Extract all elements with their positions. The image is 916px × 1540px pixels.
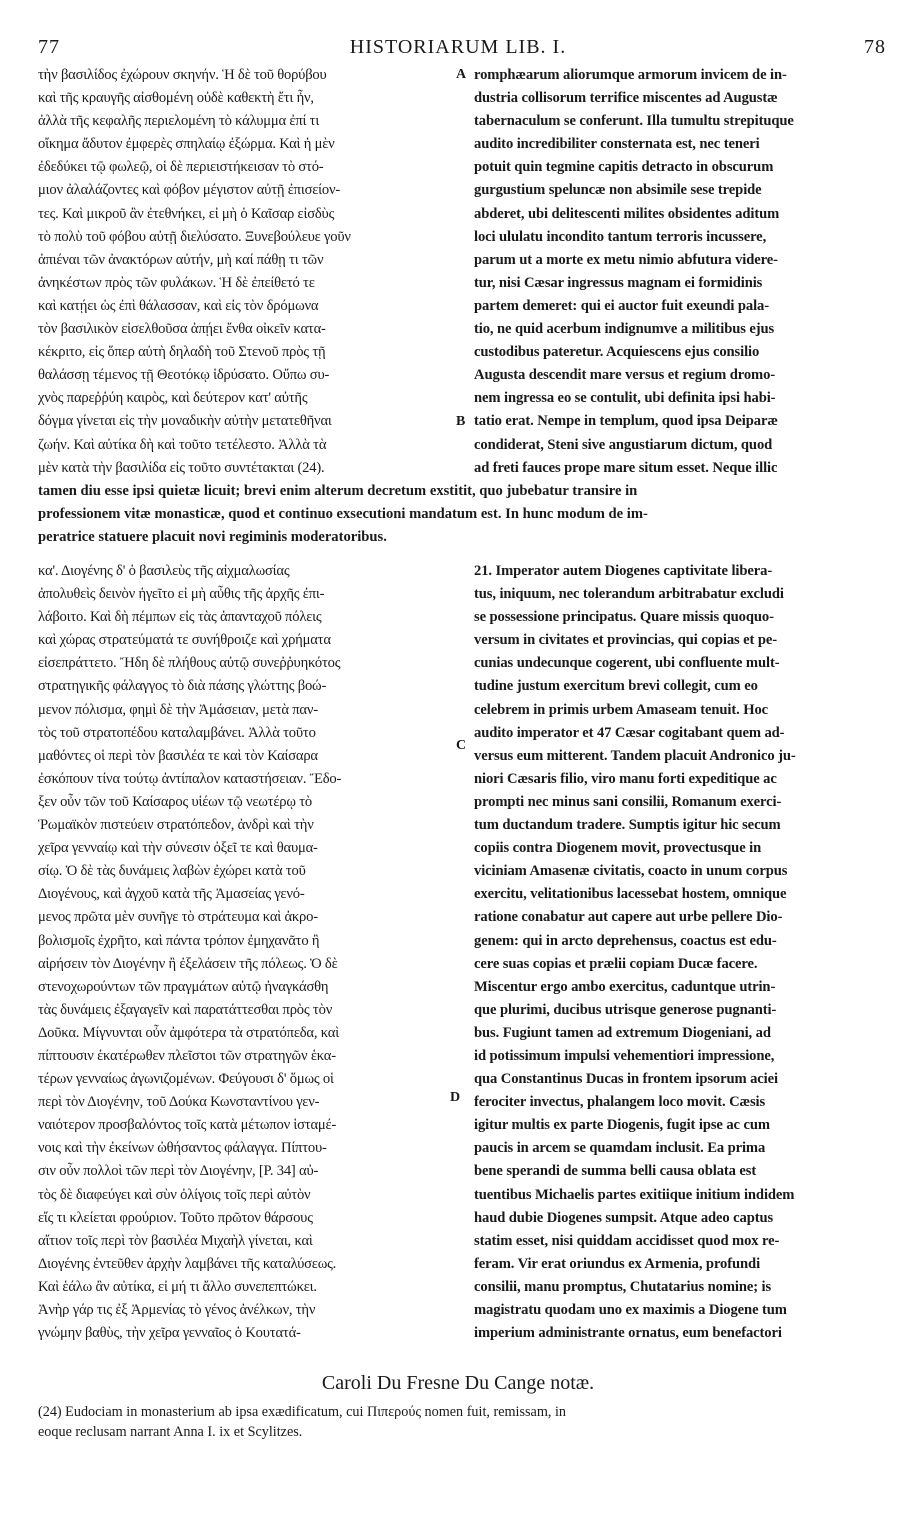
latin-text-full-width: tamen diu esse ipsi quietæ licuit; brevi enim alterum decretum exstitit, quo jubebatur transire in professionem vitæ monasticæ, quod et continuo exsecutioni mandatum est. In hunc modum de im- peratrice statuere placuit novi regiminis moderatoribus.: [38, 483, 648, 546]
notes-heading: Caroli Du Fresne Du Cange notæ.: [321, 1372, 595, 1394]
margin-marker-b: B: [456, 414, 466, 429]
margin-marker-d: D: [450, 1090, 461, 1105]
page-number-left: 77: [38, 36, 60, 58]
margin-marker-c: C: [456, 738, 467, 753]
running-title: HISTORIARUM LIB. I.: [349, 36, 567, 58]
latin-text-section-2: 21. Imperator autem Diogenes captivitate libera- tus, iniquum, nec tolerandum arbitrabatur excludi se possessione principatus. Quare missis quoquo- versum in civitates et provincias, qui copias et pe- cunias undecunque cogerent, ubi confluente mult- tudine justum exercitum brevi collegit, cum eo celebrem in primis urbem Amaseam tenuit. Hoc audito imperator et 47 Cæsar cogitabant quem ad- versus eum mitterent. Tandem placuit Andronico ju- niori Cæsaris filio, viro manu forti expeditique ac prompti nec minus sani consilii, Romanum exerci- tum ductandum tradere. Sumptis igitur hic secum copiis contra Diogenem movit, provectusque in viciniam Amasenæ civitatis, coacto in unum corpus exercitu, velitationibus lacessebat hostem, omnique ratione conabatur aut capere aut urbe pellere Dio- genem: qui in arcto deprehensus, coactus est edu- cere suas copias et prælii copiam Ducæ facere. Miscentur ergo ambo exercitus, caduntque utrin- que plurimi, ducibus utrisque generose pugnanti- bus. Fugiunt tamen ad extremum Diogeniani, ad id potissimum impulsi vehementiori impressione, qua Constantinus Ducas in frontem ipsorum aciei ferociter invectus, phalangem loco movit. Cæsis igitur multis ex parte Diogenis, fugit ipse ac cum paucis in arcem se quamdam inclusit. Ea prima bene sperandi de summa belli causa oblata est tuentibus Michaelis partes exitiique initium indidem haud dubie Diogenes sumpsit. Atque adeo captus statim esset, nisi quiddam accidisset quod mox re- feram. Vir erat oriundus ex Armenia, profundi consilii, manu promptus, Chutatarius nomine; is magistratu quodam uno ex maximis a Diogene tum imperium administrante ornatus, eum benefactori: [474, 563, 796, 1342]
page-number-right: 78: [864, 36, 886, 58]
footnote-24: (24) Eudociam in monasterium ab ipsa exædificatum, cui Πιπερούς nomen fuit, remissam, in eoque reclusam narrant Anna I. ix et Scylitzes.: [38, 1404, 566, 1440]
greek-text-section-2: κα'. Διογένης δ' ὁ βασιλεὺς τῆς αἰχμαλωσίας ἀπολυθεὶς δεινὸν ἡγεῖτο εἰ μὴ αὖθις τῆς ἀρχῆς ἐπι- λάβοιτο. Καὶ δὴ πέμπων εἰς τὰς ἁπανταχοῦ πόλεις καὶ χώρας στρατεύματά τε συνήθροιζε καὶ χρήματα εἰσεπράττετο. Ἤδη δὲ πλήθους αὐτῷ συνεῤῥυηκότος στρατηγικῆς φάλαγγος τὸ διὰ πάσης γλώττης βοώ- μενον πόλισμα, φημὶ δὲ τὴν Ἀμάσειαν, μετὰ παν- τὸς τοῦ στρατοπέδου καταλαμβάνει. Ἀλλὰ τοῦτο μαθόντες οἱ περὶ τὸν βασιλέα τε καὶ τὸν Καίσαρα ἐσκόπουν τίνα τούτῳ ἀντίπαλον καταστήσειαν. Ἔδο- ξεν οὖν τῶν τοῦ Καίσαρος υἱέων τῷ νεωτέρῳ τὸ Ῥωμαϊκὸν πιστεύειν στρατόπεδον, ἀνδρὶ καὶ τὴν χεῖρα γενναίῳ καὶ τὴν σύνεσιν ὀξεῖ τε καὶ θαυμα- σίῳ. Ὁ δὲ τὰς δυνάμεις λαβὼν ἐχώρει κατὰ τοῦ Διογένους, καὶ ἀγχοῦ κατὰ τῆς Ἀμασείας γενό- μενος πρῶτα μὲν συνῆγε τὸ στράτευμα καὶ ἀκρο- βολισμοῖς ἐχρῆτο, καὶ πάντα τρόπον ἐμηχανᾶτο ἢ αἱρήσειν τὸν Διογένην ἢ ἐξελάσειν τῆς πόλεως. Ὁ δὲ στενοχωρούντων τῶν πραγμάτων αὐτῷ ἠναγκάσθη τὰς δυνάμεις ἐξαγαγεῖν καὶ παρατάττεσθαι πρὸς τὸν Δοῦκα. Μίγνυνται οὖν ἀμφότερα τὰ στρατόπεδα, καὶ πίπτουσιν ἑκατέρωθεν πλεῖστοι τῶν στρατηγῶν ἑκα- τέρων γενναίως ἀγωνιζομένων. Φεύγουσι δ' ὅμως οἱ περὶ τὸν Διογένην, τοῦ Δούκα Κωνσταντίνου γεν- ναιότερον προσβαλόντος τοῖς κατὰ μέτωπον ἱσταμέ- νοις καὶ τὴν ἐκείνων ὠθήσαντος φάλαγγα. Πίπτου- σιν οὖν πολλοὶ τῶν περὶ τὸν Διογένην, [P. 34] αὐ- τὸς δὲ διαφεύγει καὶ σὺν ὀλίγοις τοῖς περὶ αὐτὸν εἴς τι κλείεται φρούριον. Τοῦτο πρῶτον θάρσους αἴτιον τοῖς περὶ τὸν βασιλέα Μιχαὴλ γίνεται, καὶ Διογένης ἐντεῦθεν ἀρχὴν λαμβάνει τῆς καταλύσεως. Καὶ ἑάλω ἂν αὐτίκα, εἰ μή τι ἄλλο συνεπεπτώκει. Ἀνὴρ γάρ τις ἐξ Ἀρμενίας τὸ γένος ἀνέλκων, τὴν γνώμην βαθὺς, τὴν χεῖρα γενναῖος ὁ Κουτατά-: [38, 563, 342, 1342]
latin-text-section-1: romphæarum aliorumque armorum invicem de in- dustria collisorum terrifice miscentes ad Augustæ tabernaculum se conferunt. Illa tumultu strepituque audito incredibiliter consternata est, nec teneri potuit quin tegmine capitis detracto in obscurum gurgustium speluncæ non absimile sese trepide abderet, ubi delitescenti milites obsidentes aditum loci ululatu incondito tantum terroris incussere, parum ut a morte ex metu nimio abfutura videre- tur, nisi Cæsar ingressus magnam ei formidinis partem demeret: qui ei auctor fuit exeundi pala- tio, ne quid acerbum indignumve a militibus ejus custodibus pateretur. Acquiescens ejus consilio Augusta descendit mare versus et regium dromo- nem ingressa eo se contulit, ubi definita ipsi habi- tatio erat. Nempe in templum, quod ipsa Deiparæ condiderat, Steni sive angustiarum dictum, quod ad freti fauces prope mare situm esset. Neque illic: [474, 67, 794, 476]
greek-text-section-1: τὴν βασιλίδος ἐχώρουν σκηνήν. Ἡ δὲ τοῦ θορύβου καὶ τῆς κραυγῆς αἰσθομένη οὐδὲ καθεκτὴ ἔτι ἦν, ἀλλὰ τῆς κεφαλῆς περιελομένη τὸ κάλυμμα ἐπί τι οἴκημα ἄδυτον ἐμφερὲς σπηλαίῳ ἐξώρμα. Καὶ ἡ μὲν ἐδεδύκει τῷ φωλεῷ, οἱ δὲ περιειστήκεισαν τὸ στό- μιον ἀλαλάζοντες καὶ φόβον μέγιστον αὐτῇ ἐπισείον- τες. Καὶ μικροῦ ἂν ἐτεθνήκει, εἰ μὴ ὁ Καῖσαρ εἰσδὺς τὸ πολὺ τοῦ φόβου αὐτῇ διελύσατο. Ξυνεβούλευε γοῦν ἀπιέναι τῶν ἀνακτόρων αὐτήν, μὴ καί πάθῃ τι τῶν ἀνηκέστων πρὸς τῶν φυλάκων. Ἡ δὲ ἐπείθετό τε καὶ κατῄει ὡς ἐπὶ θάλασσαν, καὶ εἰς τὸν δρόμωνα τὸν βασιλικὸν εἰσελθοῦσα ἀπῄει ἔνθα οἰκεῖν κατα- κέκριτο, εἰς ὅπερ αὐτὴ δηλαδὴ τοῦ Στενοῦ πρὸς τῇ θαλάσσῃ τέμενος τῇ Θεοτόκῳ ἱδρύσατο. Οὔπω συ- χνὸς παρεῤῥύη καιρὸς, καὶ δεύτερον κατ' αὐτῆς δόγμα γίνεται εἰς τὴν μοναδικὴν αὐτὴν μετατεθῆναι ζωήν. Καὶ αὐτίκα δὴ καὶ τοῦτο τετέλεστο. Ἀλλὰ τὰ μὲν κατὰ τὴν βασιλίδα εἰς τοῦτο συντέτακται (24).: [38, 67, 351, 476]
margin-marker-a: A: [456, 67, 467, 82]
running-head: [0, 36, 916, 62]
